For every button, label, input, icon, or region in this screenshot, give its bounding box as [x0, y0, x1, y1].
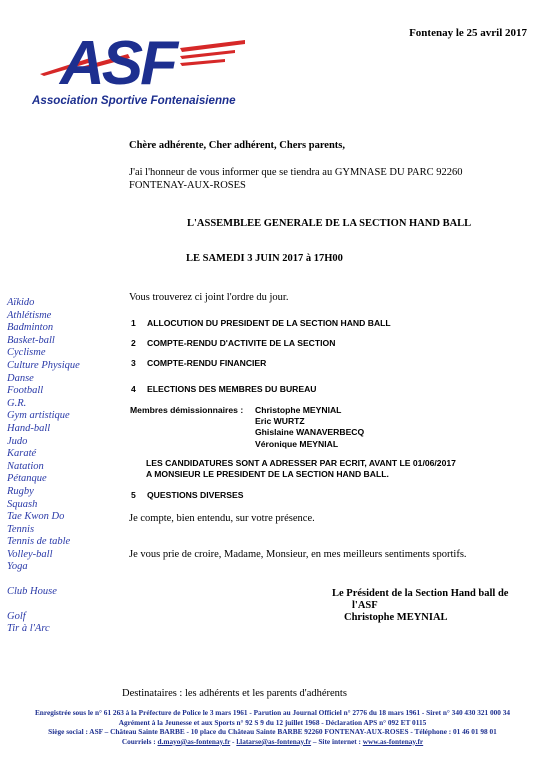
sport-item: Tir à l'Arc	[7, 623, 50, 635]
sport-item: Hand-ball	[7, 422, 51, 434]
sport-item: Volley-ball	[7, 548, 53, 560]
sport-item: Natation	[7, 460, 44, 472]
sport-item: Tennis de table	[7, 536, 71, 548]
sport-item: Tae Kwon Do	[7, 511, 65, 523]
asf-logo-graphic	[30, 18, 250, 96]
sport-item: Danse	[7, 372, 34, 384]
member-name: Christophe MEYNIAL	[255, 405, 342, 415]
logo-letters: ASF	[60, 29, 175, 96]
email-link[interactable]: l.latarse@as-fontenay.fr	[236, 736, 312, 746]
sport-item: Golf	[7, 610, 26, 622]
signature-block	[332, 588, 508, 624]
sport-item: Karaté	[7, 448, 37, 460]
intro-paragraph: J'ai l'honneur de vous informer que se tiendra au GYMNASE DU PARC 92260 FONTENAY-AUX-ROSES	[129, 167, 463, 191]
order-intro: Vous trouverez ci joint l'ordre du jour.	[129, 292, 289, 303]
agenda-item: 1 ALLOCUTION DU PRESIDENT DE LA SECTION HAND BALL	[131, 318, 391, 328]
sport-item: Badminton	[7, 322, 54, 334]
legal-footer: Enregistrée sous le n° 61 263 à la Préfecture de Police le 3 mars 1961 - Parution au Journal Officiel n° 2776 du 18 mars 1961 - Siret n° 340 430 321 000 34 Agrément à la Jeunesse et aux Sports n° 92 S 9 du 12 juillet 1968 - Déclaration APS n° 092 ET 0115 Siège social : ASF – Château Sainte BARBE - 10 place du Château Sainte BARBE 92260 FONTENAY-AUX-ROSES - Téléphone : 01 46 01 98 01 Courriels : d.mayo@as-fontenay.fr - l.latarse@as-fontenay.fr – Site internet : www.as-fontenay.fr	[0, 708, 545, 746]
agenda-item: 5 QUESTIONS DIVERSES	[131, 490, 244, 500]
sports-sidebar	[7, 297, 122, 636]
signature-title: Le Président de la Section Hand ball de	[332, 588, 509, 599]
asf-logo	[30, 18, 250, 113]
signature-name: Christophe MEYNIAL	[344, 612, 448, 623]
sport-item: Football	[7, 385, 44, 397]
signature-org: l'ASF	[352, 600, 378, 611]
member-name: Ghislaine WANAVERBECQ	[255, 427, 365, 438]
closing-line: Je vous prie de croire, Madame, Monsieur, en mes meilleurs sentiments sportifs.	[129, 549, 467, 560]
sport-item: Basket-ball	[7, 334, 55, 346]
recipients-line: Destinataires : les adhérents et les parents d'adhérents	[122, 688, 347, 699]
agenda-item: 4 ELECTIONS DES MEMBRES DU BUREAU	[131, 384, 317, 394]
letter-date: Fontenay le 25 avril 2017	[409, 27, 527, 39]
agenda-item: 2 COMPTE-RENDU D'ACTIVITE DE LA SECTION	[131, 338, 336, 348]
member-name: Véronique MEYNIAL	[255, 438, 339, 449]
sport-item: Gym artistique	[7, 410, 70, 422]
sport-item: Judo	[7, 435, 28, 447]
candidates-notice: LES CANDIDATURES SONT A ADRESSER PAR ECRIT, AVANT LE 01/06/2017 A MONSIEUR LE PRESIDENT DE LA SECTION HAND BALL.	[146, 458, 456, 479]
meeting-date: LE SAMEDI 3 JUIN 2017 à 17H00	[186, 253, 343, 264]
sport-item: G.R.	[7, 397, 27, 409]
sport-item: Pétanque	[7, 473, 47, 485]
sport-item: Rugby	[7, 485, 34, 497]
website-link[interactable]: www.as-fontenay.fr	[362, 736, 424, 746]
attendance-line: Je compte, bien entendu, sur votre présence.	[129, 513, 315, 524]
sport-item: Yoga	[7, 561, 28, 573]
sport-item: Cyclisme	[7, 347, 46, 359]
club-house: Club House	[7, 586, 57, 598]
sport-item: Culture Physique	[7, 359, 80, 371]
email-link[interactable]: d.mayo@as-fontenay.fr	[157, 736, 231, 746]
agenda-item: 3 COMPTE-RENDU FINANCIER	[131, 358, 267, 368]
sport-item: Squash	[7, 498, 38, 510]
sport-item: Athlétisme	[7, 309, 52, 321]
meeting-title: L'ASSEMBLEE GENERALE DE LA SECTION HAND BALL	[187, 218, 472, 229]
greeting: Chère adhérente, Cher adhérent, Chers parents,	[129, 140, 346, 151]
contact-line: Courriels : d.mayo@as-fontenay.fr - l.latarse@as-fontenay.fr – Site internet : www.as-fontenay.fr	[121, 736, 424, 746]
sport-item: Tennis	[7, 523, 35, 535]
resign-label: Membres démissionnaires :	[130, 405, 244, 415]
member-name: Eric WURTZ	[255, 416, 305, 427]
logo-subtitle: Association Sportive Fontenaisienne	[32, 94, 236, 107]
sport-item: Aïkido	[7, 297, 35, 308]
resigning-members	[130, 405, 365, 449]
